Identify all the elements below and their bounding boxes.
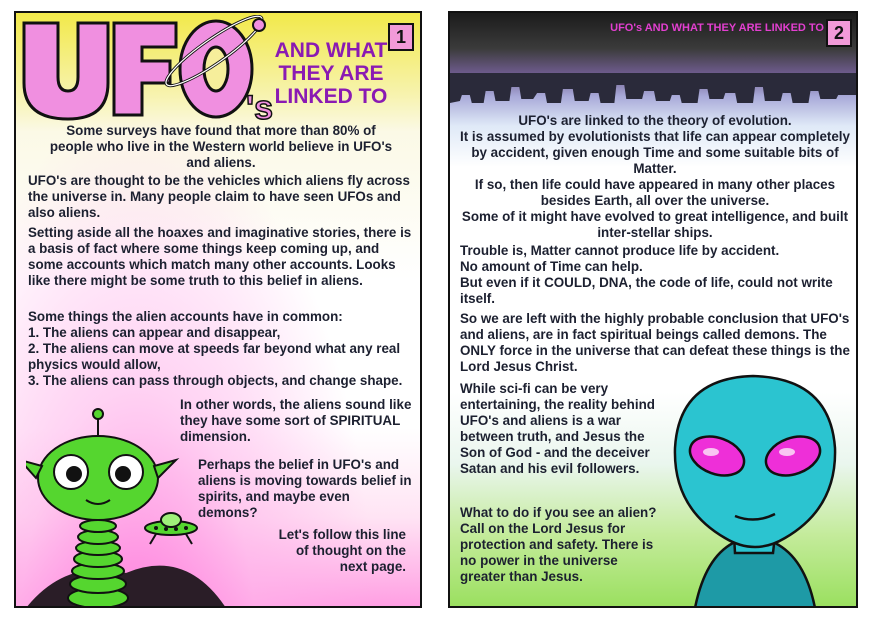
p2-paragraph-5: What to do if you see an alien? Call on the Lord Jesus for protection and safety. There is no power in the universe greater than Jesus. bbox=[460, 505, 657, 584]
small-saucer bbox=[145, 513, 197, 544]
linked-title bbox=[266, 39, 396, 108]
p1-paragraph-5: In other words, the aliens sound like they have some sort of SPIRITUAL dimension. bbox=[180, 397, 412, 444]
page-2-header: UFO's AND WHAT THEY ARE LINKED TO bbox=[610, 22, 824, 34]
page-2 bbox=[448, 11, 858, 608]
title-suffix-text: 's bbox=[246, 89, 273, 127]
linked-line-2: THEY ARE bbox=[278, 62, 384, 85]
p1-paragraph-6: Perhaps the belief in UFO's and aliens is moving towards belief in spirits, and maybe even demons? bbox=[198, 457, 412, 520]
p1-paragraph-7: Let's follow this line of thought on the next page. bbox=[278, 527, 406, 574]
p1-paragraph-2: UFO's are thought to be the vehicles which aliens fly across the universe in. Many people claim to have seen UFOs and also aliens. bbox=[28, 173, 410, 220]
linked-line-1: AND WHAT bbox=[274, 39, 388, 62]
page-number-2: 2 bbox=[826, 19, 852, 47]
page-number-1: 1 bbox=[388, 23, 414, 51]
p1-paragraph-4: Some things the alien accounts have in common: 1. The aliens can appear and disappear, 2. The aliens can move at speeds far beyond what any real physics would allow, 3. The aliens can pass through objects, and change shape. bbox=[28, 309, 403, 388]
p1-paragraph-3: Setting aside all the hoaxes and imaginative stories, there is a basis of fact where some things keep coming up, and some accounts which match many other accounts. Looks like there might be some truth to this belief in aliens. bbox=[28, 225, 412, 288]
p2-paragraph-1: UFO's are linked to the theory of evolution. It is assumed by evolutionists that life can appear completely by accident, given enough Time and some suitable bits of Matter. If so, then life could have appeared in many other places besides Earth, all over the universe. Some of it might have evolved to great intelligence, and built inter-stellar ships. bbox=[460, 113, 850, 240]
p2-paragraph-2: Trouble is, Matter cannot produce life by accident. No amount of Time can help. But even if it COULD, DNA, the code of life, could not write itself. bbox=[460, 243, 833, 306]
p2-paragraph-3: So we are left with the highly probable conclusion that UFO's and aliens, are in fact spiritual beings called demons. The ONLY force in the universe that can defeat these things is the Lord Jesus Christ. bbox=[460, 311, 850, 374]
blue-alien-illustration bbox=[655, 368, 858, 608]
linked-line-3: LINKED TO bbox=[274, 85, 388, 108]
p2-paragraph-4: While sci-fi can be very entertaining, the reality behind UFO's and aliens is a war between truth, and Jesus the Son of God - and the deceiver Satan and his evil followers. bbox=[460, 381, 655, 476]
page-1 bbox=[14, 11, 422, 608]
p1-paragraph-1: Some surveys have found that more than 80% of people who live in the Western world believe in UFO's and aliens. bbox=[49, 123, 393, 170]
ufos-title-logo bbox=[14, 15, 284, 127]
